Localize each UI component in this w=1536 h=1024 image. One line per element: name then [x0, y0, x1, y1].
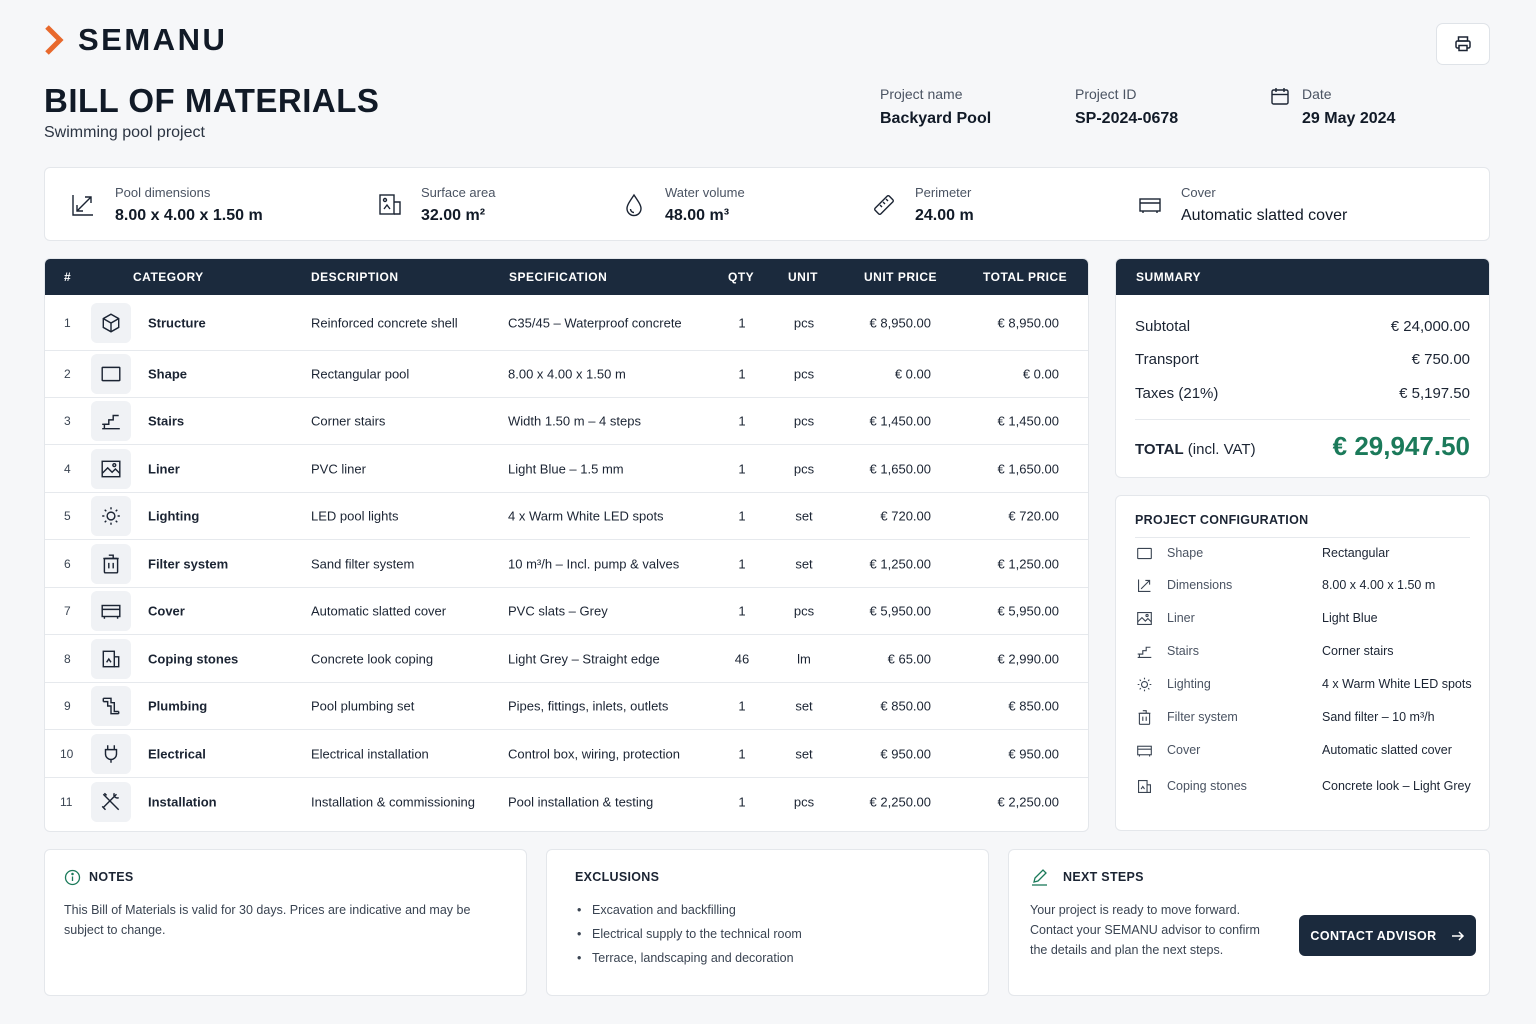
config-row — [1135, 674, 1479, 694]
row-unit: pcs — [793, 413, 815, 429]
stat-value: 32.00 m² — [421, 207, 486, 224]
brand-name: SEMANU — [78, 22, 228, 57]
stat-label: Water volume — [665, 185, 745, 200]
row-specification: Width 1.50 m – 4 steps — [508, 413, 641, 429]
project-name-block — [880, 86, 991, 128]
row-unit-price: € 1,650.00 — [869, 461, 931, 476]
list-item: • Excavation and backfilling — [575, 900, 802, 920]
filter-icon — [100, 553, 122, 575]
row-qty: 1 — [738, 698, 746, 714]
filter-icon — [1136, 709, 1153, 726]
table-row — [45, 445, 1088, 493]
project-id-block — [1075, 86, 1178, 128]
cover-icon — [1136, 742, 1153, 759]
table-row — [45, 540, 1088, 588]
summary-taxes — [1135, 385, 1470, 402]
row-total-price: € 1,250.00 — [997, 556, 1059, 571]
config-value: Light Blue — [1322, 611, 1378, 625]
row-specification: Light Blue – 1.5 mm — [508, 461, 624, 476]
col-header-total-price: TOTAL PRICE — [983, 270, 1068, 284]
row-qty: 46 — [734, 651, 750, 666]
plug-icon — [100, 743, 122, 765]
row-total-price: € 2,990.00 — [997, 651, 1059, 666]
row-unit-price: € 1,250.00 — [869, 556, 931, 571]
stat-value: 8.00 x 4.00 x 1.50 m — [115, 207, 263, 224]
total-value: € 29,947.50 — [1332, 431, 1470, 461]
config-value: Corner stairs — [1322, 644, 1394, 658]
row-total-price: € 2,250.00 — [997, 794, 1059, 809]
row-total-price: € 1,450.00 — [997, 413, 1059, 429]
row-specification: Pipes, fittings, inlets, outlets — [508, 698, 669, 714]
table-row — [45, 730, 1088, 778]
row-specification: PVC slats – Grey — [508, 603, 608, 619]
logo-chevron-icon — [44, 25, 64, 55]
list-item: • Terrace, landscaping and decoration — [575, 948, 802, 968]
row-qty: 1 — [738, 794, 746, 809]
category-icon-box — [91, 591, 131, 631]
row-qty: 1 — [738, 508, 746, 524]
stat-perimeter — [871, 168, 974, 242]
config-title: PROJECT CONFIGURATION — [1135, 513, 1309, 527]
row-unit: set — [795, 746, 813, 761]
page-subtitle: Swimming pool project — [44, 124, 205, 141]
config-key: Lighting — [1167, 677, 1211, 691]
config-key: Liner — [1167, 611, 1195, 625]
category-icon-box — [91, 734, 131, 774]
row-number: 11 — [60, 794, 73, 809]
row-unit: pcs — [793, 315, 815, 330]
row-number: 6 — [64, 556, 71, 571]
calendar-icon — [1270, 86, 1290, 106]
col-header-qty: QTY — [728, 270, 755, 284]
row-number: 4 — [64, 461, 71, 476]
liner-icon — [100, 458, 122, 480]
row-number: 7 — [64, 604, 71, 618]
contact-advisor-label: CONTACT ADVISOR — [1310, 928, 1437, 943]
summary-value: € 24,000.00 — [1390, 318, 1470, 335]
row-total-price: € 1,650.00 — [997, 461, 1059, 476]
row-unit-price: € 65.00 — [887, 651, 931, 666]
row-qty: 1 — [738, 461, 746, 476]
col-header-unit-price: UNIT PRICE — [864, 270, 938, 284]
row-number: 8 — [64, 651, 71, 666]
row-unit-price: € 0.00 — [894, 366, 931, 381]
stat-pool-dimensions — [69, 168, 263, 242]
config-icon-wrap — [1135, 576, 1153, 594]
light-icon — [1136, 676, 1153, 693]
category-icon-box — [91, 303, 131, 343]
materials-table — [44, 258, 1089, 832]
row-description: Concrete look coping — [311, 651, 434, 666]
next-steps-title: NEXT STEPS — [1063, 870, 1144, 884]
page-title: BILL OF MATERIALS — [44, 82, 380, 119]
summary-title: SUMMARY — [1116, 259, 1489, 295]
config-row — [1135, 575, 1479, 595]
row-description: Installation & commissioning — [311, 794, 476, 809]
surface-area-icon — [377, 192, 403, 218]
row-specification: 8.00 x 4.00 x 1.50 m — [508, 366, 626, 381]
summary-label: Subtotal — [1135, 318, 1191, 335]
row-number: 5 — [64, 509, 71, 523]
row-total-price: € 0.00 — [1022, 366, 1059, 381]
summary-transport — [1135, 351, 1470, 368]
config-row — [1135, 543, 1479, 563]
project-configuration-card — [1115, 495, 1490, 831]
stat-label: Pool dimensions — [115, 185, 211, 200]
config-value: 4 x Warm White LED spots — [1322, 677, 1472, 691]
row-category: Lighting — [148, 508, 200, 524]
project-id-value: SP-2024-0678 — [1075, 110, 1179, 127]
stat-label: Perimeter — [915, 185, 972, 200]
config-icon-wrap — [1135, 741, 1153, 759]
row-specification: Light Grey – Straight edge — [508, 651, 660, 666]
project-name-label: Project name — [880, 86, 963, 102]
total-label — [1135, 441, 1256, 458]
row-unit-price: € 850.00 — [880, 698, 931, 714]
exclusions-title: EXCLUSIONS — [575, 870, 660, 884]
dimensions-icon — [69, 191, 97, 219]
row-category: Electrical — [148, 746, 206, 761]
summary-label: Taxes (21%) — [1135, 385, 1219, 402]
category-icon-box — [91, 639, 131, 679]
row-total-price: € 720.00 — [1008, 508, 1059, 524]
row-qty: 1 — [738, 556, 746, 571]
ruler-icon — [871, 192, 897, 218]
table-row — [45, 588, 1088, 635]
stat-value: Automatic slatted cover — [1181, 207, 1348, 224]
row-number: 9 — [64, 699, 71, 713]
category-icon-box — [91, 401, 131, 441]
row-qty: 1 — [738, 366, 746, 381]
col-header-specification: SPECIFICATION — [509, 270, 608, 284]
config-row — [1135, 776, 1479, 796]
table-row — [45, 778, 1088, 825]
category-icon-box — [91, 686, 131, 726]
row-number: 2 — [64, 366, 71, 381]
table-row — [45, 295, 1088, 351]
row-specification: Pool installation & testing — [508, 794, 654, 809]
coping-icon — [100, 648, 122, 670]
row-unit-price: € 950.00 — [880, 746, 931, 761]
category-icon-box — [91, 544, 131, 584]
row-qty: 1 — [738, 603, 746, 619]
pipe-icon — [100, 695, 122, 717]
row-unit: set — [795, 698, 813, 714]
config-key: Cover — [1167, 743, 1201, 757]
stat-value: 48.00 m³ — [665, 207, 730, 224]
config-key: Coping stones — [1167, 779, 1247, 793]
config-icon-wrap — [1135, 675, 1153, 693]
row-description: Sand filter system — [311, 556, 415, 571]
date-label: Date — [1302, 86, 1332, 102]
config-value: 8.00 x 4.00 x 1.50 m — [1322, 578, 1436, 592]
arrow-right-icon — [1451, 930, 1465, 942]
table-row — [45, 683, 1088, 730]
table-header — [45, 259, 1088, 295]
stat-water-volume — [621, 168, 745, 242]
printer-icon — [1454, 35, 1472, 53]
stat-surface-area — [377, 168, 495, 242]
row-specification: 4 x Warm White LED spots — [508, 508, 664, 524]
row-category: Cover — [148, 603, 185, 619]
col-header-category: CATEGORY — [133, 270, 204, 284]
row-unit: pcs — [793, 366, 815, 381]
row-total-price: € 850.00 — [1008, 698, 1059, 714]
category-icon-box — [91, 782, 131, 822]
stairs-icon — [1136, 643, 1153, 660]
cover-icon — [1137, 192, 1163, 218]
stat-label: Surface area — [421, 185, 496, 200]
exclusions-list — [575, 900, 802, 972]
col-header-description: DESCRIPTION — [311, 270, 399, 284]
config-divider — [1135, 537, 1470, 538]
row-specification: 10 m³/h – Incl. pump & valves — [508, 556, 680, 571]
rectangle-icon — [100, 363, 122, 385]
water-drop-icon — [621, 192, 647, 218]
row-category: Stairs — [148, 413, 185, 429]
next-steps-text: Your project is ready to move forward. Contact your SEMANU advisor to confirm the details and plan the next steps. — [1030, 903, 1260, 957]
date-value: 29 May 2024 — [1302, 110, 1396, 127]
row-unit-price: € 5,950.00 — [869, 603, 931, 619]
config-value: Automatic slatted cover — [1322, 743, 1452, 757]
summary-card — [1115, 258, 1490, 478]
table-row — [45, 350, 1088, 398]
cube-icon — [100, 312, 122, 334]
config-icon-wrap — [1135, 544, 1153, 562]
stat-value: 24.00 m — [915, 207, 974, 224]
config-key: Filter system — [1167, 710, 1238, 724]
notes-title: NOTES — [89, 870, 134, 884]
cover-icon — [100, 600, 122, 622]
info-icon — [64, 869, 81, 886]
config-icon-wrap — [1135, 609, 1153, 627]
exclusions-card — [546, 849, 989, 996]
row-number: 10 — [60, 746, 74, 761]
col-header-unit: UNIT — [788, 270, 818, 284]
total-label-suffix: (incl. VAT) — [1187, 441, 1256, 458]
summary-value: € 750.00 — [1411, 351, 1470, 368]
row-unit: set — [795, 508, 813, 524]
row-number: 3 — [64, 414, 71, 428]
print-button[interactable] — [1436, 23, 1490, 65]
light-icon — [100, 505, 122, 527]
row-category: Structure — [148, 315, 206, 330]
category-icon-box — [91, 449, 131, 489]
row-category: Filter system — [148, 556, 229, 571]
brand-logo — [44, 22, 227, 58]
row-category: Installation — [148, 794, 217, 809]
row-total-price: € 5,950.00 — [997, 603, 1059, 619]
category-icon-box — [91, 354, 131, 394]
row-description: PVC liner — [311, 461, 366, 476]
row-unit: pcs — [793, 603, 815, 619]
coping-icon — [1136, 778, 1153, 795]
edit-icon — [1030, 868, 1049, 887]
row-description: Reinforced concrete shell — [311, 315, 458, 330]
row-category: Coping stones — [148, 651, 239, 666]
project-name-value: Backyard Pool — [880, 110, 992, 127]
notes-text: This Bill of Materials is valid for 30 days. Prices are indicative and may be subject to change. — [64, 903, 471, 937]
row-qty: 1 — [738, 315, 746, 330]
row-qty: 1 — [738, 413, 746, 429]
col-header-num: # — [64, 270, 72, 284]
row-description: Corner stairs — [311, 413, 386, 429]
row-description: Automatic slatted cover — [311, 603, 447, 619]
liner-icon — [1136, 610, 1153, 627]
config-key: Dimensions — [1167, 578, 1233, 592]
summary-divider — [1135, 419, 1470, 420]
tools-icon — [100, 791, 122, 813]
row-total-price: € 8,950.00 — [997, 315, 1059, 330]
row-specification: Control box, wiring, protection — [508, 746, 680, 761]
config-value: Sand filter – 10 m³/h — [1322, 710, 1435, 724]
row-unit-price: € 2,250.00 — [869, 794, 931, 809]
project-id-label: Project ID — [1075, 86, 1137, 102]
table-row — [45, 493, 1088, 540]
row-unit-price: € 1,450.00 — [869, 413, 931, 429]
row-number: 1 — [64, 315, 71, 330]
table-row — [45, 398, 1088, 445]
row-unit: set — [795, 556, 813, 571]
row-description: Pool plumbing set — [311, 698, 415, 714]
row-unit: lm — [797, 651, 811, 666]
row-description: Rectangular pool — [311, 366, 410, 381]
contact-advisor-button[interactable] — [1299, 915, 1476, 956]
total-label-strong: TOTAL — [1135, 441, 1184, 458]
list-item: • Electrical supply to the technical room — [575, 924, 802, 944]
row-category: Plumbing — [148, 698, 208, 714]
config-key: Shape — [1167, 546, 1204, 560]
row-category: Liner — [148, 461, 180, 476]
config-icon-wrap — [1135, 642, 1153, 660]
notes-card — [44, 849, 527, 996]
config-row — [1135, 740, 1479, 760]
category-icon-box — [91, 496, 131, 536]
summary-value: € 5,197.50 — [1399, 385, 1470, 402]
row-description: LED pool lights — [311, 508, 399, 524]
row-description: Electrical installation — [311, 746, 429, 761]
dimensions-icon — [1136, 577, 1153, 594]
row-specification: C35/45 – Waterproof concrete — [508, 315, 682, 330]
stairs-icon — [100, 410, 122, 432]
config-key: Stairs — [1167, 644, 1199, 658]
stat-cover — [1137, 168, 1347, 242]
config-row — [1135, 707, 1479, 727]
date-block — [1270, 86, 1395, 128]
next-steps-card — [1008, 849, 1490, 996]
pool-stats-bar — [44, 167, 1490, 241]
row-category: Shape — [148, 366, 188, 381]
rectangle-icon — [1136, 545, 1153, 562]
config-row — [1135, 641, 1479, 661]
config-row — [1135, 608, 1479, 628]
stat-label: Cover — [1181, 185, 1216, 200]
row-unit: pcs — [793, 461, 815, 476]
row-qty: 1 — [738, 746, 746, 761]
row-unit: pcs — [793, 794, 815, 809]
config-icon-wrap — [1135, 777, 1153, 795]
table-row — [45, 635, 1088, 683]
row-unit-price: € 720.00 — [880, 508, 931, 524]
row-unit-price: € 8,950.00 — [869, 315, 931, 330]
summary-label: Transport — [1135, 351, 1199, 368]
summary-subtotal — [1135, 318, 1470, 335]
row-total-price: € 950.00 — [1008, 746, 1059, 761]
config-value: Concrete look – Light Grey — [1322, 779, 1471, 793]
config-icon-wrap — [1135, 708, 1153, 726]
config-value: Rectangular — [1322, 546, 1390, 560]
